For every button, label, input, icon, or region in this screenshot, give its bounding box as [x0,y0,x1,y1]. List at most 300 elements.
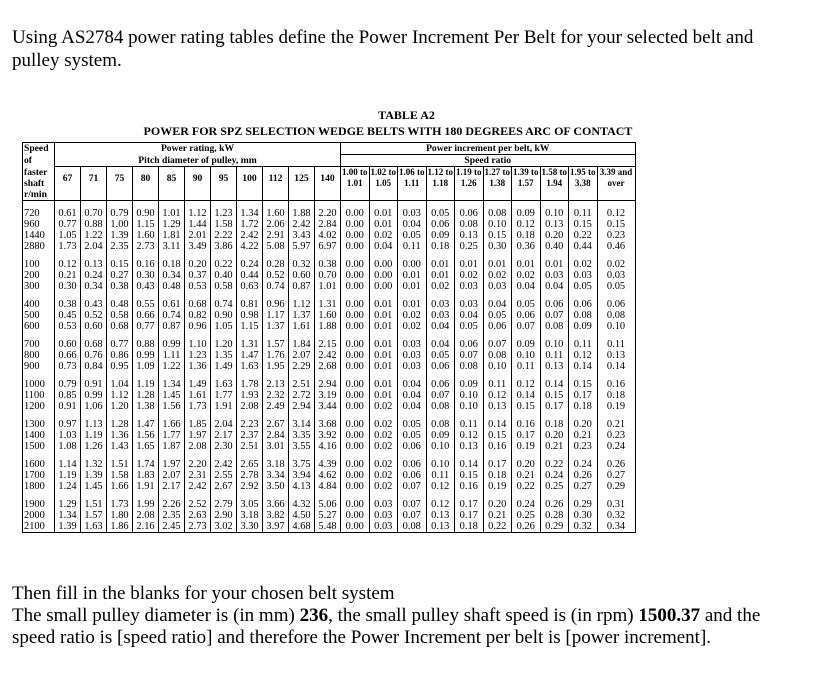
power-rating-cell: 4.68 [289,521,315,533]
spacer-cell [55,292,81,299]
power-increment-cell: 0.01 [369,390,398,401]
power-increment-cell: 0.17 [569,390,598,401]
power-increment-cell: 0.03 [398,339,427,350]
power-rating-cell: 1.77 [211,390,237,401]
power-increment-cell: 0.06 [597,299,635,310]
power-rating-cell: 2.42 [185,481,211,492]
power-rating-cell: 1.51 [107,459,133,470]
group-spacer [23,201,636,209]
spacer-cell [159,412,185,419]
spacer-cell [237,292,263,299]
power-increment-cell: 0.10 [483,219,512,230]
power-increment-cell: 0.11 [426,470,455,481]
power-rating-cell: 1.06 [81,401,107,412]
power-rating-cell: 1.47 [133,419,159,430]
header-filler [81,189,107,201]
power-rating-cell: 1.60 [315,310,341,321]
power-rating-cell: 1.56 [133,430,159,441]
power-increment-cell: 0.06 [398,470,427,481]
power-rating-cell: 0.91 [81,379,107,390]
speed-ratio-range-top: 3.39 and [597,167,635,179]
power-rating-cell: 1.65 [133,441,159,452]
power-increment-cell: 0.07 [398,510,427,521]
spacer-cell [569,372,598,379]
power-rating-cell: 1.34 [159,379,185,390]
table-row [23,281,636,292]
spacer-cell [55,201,81,209]
speed-ratio-range-top: 1.27 to [484,167,510,177]
power-rating-cell: 1.19 [133,379,159,390]
power-increment-cell: 0.03 [455,281,484,292]
power-rating-cell: 2.37 [237,430,263,441]
power-increment-cell: 0.01 [369,299,398,310]
power-rating-cell: 2.94 [315,379,341,390]
power-rating-cell: 2.92 [237,481,263,492]
speed-ratio-range-top: 1.58 to [541,167,567,177]
spacer-cell [369,292,398,299]
spacer-cell [289,332,315,339]
power-rating-cell: 5.97 [289,241,315,252]
power-rating-cell: 2.23 [237,419,263,430]
power-increment-cell: 0.13 [483,401,512,412]
power-rating-cell: 0.34 [81,281,107,292]
spacer-cell [597,292,635,299]
spacer-cell [185,292,211,299]
table-row [23,321,636,332]
table-row [23,299,636,310]
spacer-cell [341,292,370,299]
power-increment-cell: 0.30 [569,510,598,521]
power-rating-cell: 1.17 [263,310,289,321]
power-rating-cell: 1.19 [55,470,81,481]
spacer-cell [483,412,512,419]
shaft-speed-cell: 1100 [23,390,55,401]
power-increment-cell: 0.18 [455,521,484,533]
power-rating-cell: 1.15 [237,321,263,332]
power-increment-cell: 0.04 [512,281,541,292]
power-rating-cell: 0.16 [133,259,159,270]
power-increment-cell: 0.22 [569,230,598,241]
pulley-diameter-header: 85 [159,167,185,190]
power-increment-cell: 0.20 [569,419,598,430]
power-increment-cell: 0.05 [512,299,541,310]
power-increment-cell: 0.20 [483,499,512,510]
pulley-diameter-header: 80 [133,167,159,190]
shaft-speed-cell: 800 [23,350,55,361]
spacer-cell [289,292,315,299]
group-spacer [23,372,636,379]
power-increment-cell: 0.07 [512,321,541,332]
power-rating-cell: 1.49 [211,361,237,372]
spacer-cell [23,292,55,299]
power-rating-cell: 0.84 [81,361,107,372]
power-increment-cell: 0.16 [597,379,635,390]
power-increment-cell: 0.24 [540,470,569,481]
power-rating-cell: 1.23 [185,350,211,361]
header-filler [289,189,315,201]
power-rating-cell: 1.28 [133,390,159,401]
power-rating-cell: 2.51 [237,441,263,452]
power-rating-cell: 2.07 [159,470,185,481]
power-rating-cell: 1.51 [81,499,107,510]
spacer-cell [369,492,398,499]
power-rating-cell: 2.84 [315,219,341,230]
power-rating-cell: 1.01 [159,208,185,219]
power-rating-cell: 1.95 [263,361,289,372]
power-rating-cell: 1.85 [185,419,211,430]
spacer-cell [133,492,159,499]
power-rating-cell: 0.60 [289,270,315,281]
power-rating-cell: 0.60 [81,321,107,332]
power-increment-cell: 0.08 [426,401,455,412]
table-row [23,459,636,470]
power-increment-cell: 0.13 [597,350,635,361]
spacer-cell [540,452,569,459]
power-rating-cell: 1.57 [81,510,107,521]
speed-ratio-range-top: 1.06 to [399,167,425,177]
power-rating-cell: 2.78 [237,470,263,481]
power-increment-cell: 0.19 [597,401,635,412]
power-rating-cell: 1.60 [133,230,159,241]
power-rating-cell: 2.55 [211,470,237,481]
power-increment-cell: 0.04 [398,379,427,390]
spacer-cell [23,372,55,379]
pulley-diameter-header: 75 [107,167,133,190]
power-rating-cell: 0.52 [81,310,107,321]
power-increment-cell: 0.13 [540,361,569,372]
power-increment-cell: 0.02 [369,230,398,241]
power-increment-cell: 0.06 [540,299,569,310]
power-increment-cell: 0.06 [398,459,427,470]
power-increment-cell: 0.05 [483,310,512,321]
speed-header-line: faster [23,167,55,179]
power-increment-cell: 0.02 [369,401,398,412]
power-rating-cell: 3.14 [289,419,315,430]
power-increment-cell: 0.28 [540,510,569,521]
power-rating-cell: 1.97 [159,459,185,470]
power-increment-cell: 0.14 [540,379,569,390]
power-rating-cell: 0.58 [211,281,237,292]
spacer-cell [107,201,133,209]
power-rating-cell: 3.86 [211,241,237,252]
pulley-diameter-header: 100 [237,167,263,190]
spacer-cell [289,201,315,209]
power-rating-cell: 3.19 [315,390,341,401]
power-increment-cell: 0.11 [512,361,541,372]
power-rating-cell: 0.13 [81,259,107,270]
power-increment-cell: 0.24 [569,459,598,470]
power-rating-cell: 4.39 [315,459,341,470]
power-rating-cell: 0.79 [55,379,81,390]
power-rating-cell: 1.29 [159,219,185,230]
power-rating-cell: 1.13 [81,419,107,430]
power-rating-cell: 1.03 [55,430,81,441]
spacer-cell [23,412,55,419]
spacer-cell [237,372,263,379]
power-rating-cell: 3.30 [237,521,263,533]
spacer-cell [289,372,315,379]
power-rating-cell: 1.26 [81,441,107,452]
power-rating-cell: 2.17 [159,481,185,492]
table-row [23,481,636,492]
table-row [23,208,636,219]
power-increment-cell: 0.03 [398,208,427,219]
power-rating-cell: 3.97 [263,521,289,533]
power-increment-cell: 0.10 [483,361,512,372]
power-rating-cell: 0.99 [159,339,185,350]
spacer-cell [540,372,569,379]
power-rating-cell: 2.84 [263,430,289,441]
spacer-cell [540,332,569,339]
shaft-speed-cell: 1300 [23,419,55,430]
spacer-cell [107,332,133,339]
power-increment-cell: 0.09 [512,208,541,219]
power-increment-cell: 0.03 [597,270,635,281]
power-increment-cell: 0.34 [597,521,635,533]
power-rating-cell: 1.61 [289,321,315,332]
spacer-cell [211,201,237,209]
power-increment-cell: 0.18 [569,401,598,412]
power-increment-cell: 0.22 [512,481,541,492]
power-rating-cell: 0.87 [159,321,185,332]
spacer-cell [263,332,289,339]
power-increment-cell: 0.03 [426,310,455,321]
power-increment-cell: 0.00 [341,470,370,481]
power-rating-cell: 0.15 [107,259,133,270]
power-rating-cell: 1.74 [133,459,159,470]
power-increment-cell: 0.01 [398,281,427,292]
power-rating-cell: 4.22 [237,241,263,252]
power-rating-cell: 1.34 [55,510,81,521]
pulley-diameter-header: 112 [263,167,289,190]
shaft-speed-cell: 600 [23,321,55,332]
power-rating-cell: 0.95 [107,361,133,372]
power-increment-cell: 0.11 [569,339,598,350]
shaft-speed-cell: 400 [23,299,55,310]
power-increment-cell: 0.00 [398,259,427,270]
power-increment-cell: 0.02 [369,441,398,452]
group-spacer [23,452,636,459]
power-rating-cell: 3.68 [315,419,341,430]
power-rating-cell: 0.40 [211,270,237,281]
speed-ratio-header: Speed ratio [341,155,636,167]
power-increment-cell: 0.20 [512,459,541,470]
spacer-cell [237,412,263,419]
power-rating-cell: 1.22 [81,230,107,241]
spacer-cell [185,252,211,259]
spacer-cell [569,332,598,339]
power-rating-cell: 1.58 [107,470,133,481]
power-increment-cell: 0.03 [483,281,512,292]
spacer-cell [263,292,289,299]
power-increment-cell: 0.15 [540,390,569,401]
spacer-cell [483,372,512,379]
power-rating-cell: 1.45 [81,481,107,492]
power-rating-cell: 3.02 [211,521,237,533]
power-increment-cell: 0.08 [398,521,427,533]
power-rating-cell: 2.73 [185,521,211,533]
header-filler [55,189,81,201]
power-rating-cell: 0.68 [107,321,133,332]
power-rating-cell: 1.56 [159,401,185,412]
spacer-cell [455,412,484,419]
power-increment-cell: 0.27 [569,481,598,492]
power-increment-cell: 0.14 [455,459,484,470]
power-increment-cell: 0.11 [455,419,484,430]
power-increment-cell: 0.00 [341,259,370,270]
speed-ratio-range-bottom: 1.05 [369,178,398,189]
power-rating-cell: 2.22 [211,230,237,241]
power-increment-cell: 0.06 [569,299,598,310]
power-increment-cell: 0.26 [512,521,541,533]
power-rating-cell: 2.94 [289,401,315,412]
header-filler [597,189,635,201]
spacer-cell [133,292,159,299]
power-rating-cell: 1.87 [159,441,185,452]
power-rating-cell: 1.61 [185,390,211,401]
power-rating-cell: 0.60 [55,339,81,350]
spacer-cell [398,201,427,209]
power-increment-cell: 0.00 [341,521,370,533]
power-increment-cell: 0.05 [398,419,427,430]
spacer-cell [81,372,107,379]
shaft-speed-cell: 1900 [23,499,55,510]
power-rating-cell: 1.73 [55,241,81,252]
spacer-cell [597,201,635,209]
spacer-cell [159,252,185,259]
power-rating-cell: 0.98 [237,310,263,321]
spacer-cell [369,412,398,419]
power-rating-cell: 0.99 [133,350,159,361]
power-increment-cell: 0.18 [597,390,635,401]
power-rating-cell: 0.88 [133,339,159,350]
power-rating-header: Power rating, kW [55,143,341,155]
power-rating-cell: 1.84 [289,339,315,350]
header-filler [369,189,398,201]
power-rating-cell: 3.11 [159,241,185,252]
speed-ratio-range-bottom: 1.01 [341,178,370,189]
power-rating-cell: 2.31 [185,470,211,481]
power-rating-cell: 0.77 [133,321,159,332]
power-increment-cell: 0.21 [512,470,541,481]
power-rating-cell: 2.13 [263,379,289,390]
spacer-cell [569,492,598,499]
power-increment-cell: 0.08 [569,310,598,321]
power-rating-cell: 0.68 [185,299,211,310]
power-increment-cell: 0.06 [426,361,455,372]
power-rating-cell: 1.20 [107,401,133,412]
power-increment-cell: 0.21 [483,510,512,521]
spacer-cell [263,252,289,259]
power-increment-cell: 0.06 [426,219,455,230]
power-rating-cell: 1.04 [107,379,133,390]
power-increment-cell: 0.00 [369,270,398,281]
power-increment-cell: 0.04 [540,281,569,292]
table-row [23,430,636,441]
power-rating-cell: 1.72 [237,219,263,230]
spacer-cell [455,452,484,459]
spacer-cell [81,452,107,459]
spacer-cell [512,452,541,459]
spacer-cell [426,372,455,379]
power-increment-cell: 0.05 [426,350,455,361]
power-increment-cell: 0.13 [455,230,484,241]
spacer-cell [107,412,133,419]
power-rating-cell: 2.35 [107,241,133,252]
power-rating-cell: 4.13 [289,481,315,492]
power-rating-cell: 1.32 [81,459,107,470]
spacer-cell [483,332,512,339]
power-increment-cell: 0.07 [540,310,569,321]
power-increment-cell: 0.14 [597,361,635,372]
power-rating-cell: 1.43 [107,441,133,452]
spacer-cell [263,452,289,459]
speed-header-line: r/min [23,189,55,201]
spacer-cell [55,372,81,379]
power-increment-cell: 0.25 [512,510,541,521]
spacer-cell [597,492,635,499]
spacer-cell [55,492,81,499]
power-increment-cell: 0.06 [483,321,512,332]
power-increment-cell: 0.09 [569,321,598,332]
power-increment-cell: 0.00 [369,259,398,270]
speed-header-line: shaft [23,178,55,189]
spacer-cell [512,372,541,379]
table-row [23,521,636,533]
header-filler [398,189,427,201]
spacer-cell [107,252,133,259]
power-increment-cell: 0.01 [512,259,541,270]
spacer-cell [512,412,541,419]
power-increment-cell: 0.16 [455,481,484,492]
power-rating-cell: 1.37 [289,310,315,321]
spacer-cell [81,412,107,419]
power-rating-cell: 0.12 [55,259,81,270]
power-rating-cell: 2.08 [237,401,263,412]
power-rating-cell: 5.48 [315,521,341,533]
power-increment-cell: 0.01 [369,350,398,361]
power-increment-cell: 0.03 [455,299,484,310]
spacer-cell [483,492,512,499]
power-rating-cell: 2.15 [315,339,341,350]
power-increment-cell: 0.12 [426,481,455,492]
power-rating-cell: 2.07 [289,350,315,361]
power-rating-cell: 3.55 [289,441,315,452]
pulley-diameter-header: 90 [185,167,211,190]
power-increment-cell: 0.20 [540,230,569,241]
spacer-cell [263,201,289,209]
spacer-cell [398,412,427,419]
power-increment-cell: 0.06 [512,310,541,321]
power-rating-cell: 3.82 [263,510,289,521]
sentence-part-1: The small pulley diameter is (in mm) [12,605,300,626]
power-rating-cell: 0.90 [211,310,237,321]
power-increment-cell: 0.02 [369,481,398,492]
speed-ratio-range-bottom: 1.26 [455,178,484,189]
power-increment-cell: 0.01 [369,361,398,372]
spacer-cell [263,372,289,379]
spacer-cell [455,201,484,209]
shaft-speed-cell: 2000 [23,510,55,521]
group-spacer [23,292,636,299]
power-increment-cell: 0.40 [540,241,569,252]
power-rating-cell: 3.49 [185,241,211,252]
power-increment-cell: 0.17 [483,459,512,470]
power-rating-cell: 0.74 [211,299,237,310]
power-increment-cell: 0.00 [341,430,370,441]
power-rating-cell: 1.31 [237,339,263,350]
power-increment-cell: 0.06 [455,208,484,219]
